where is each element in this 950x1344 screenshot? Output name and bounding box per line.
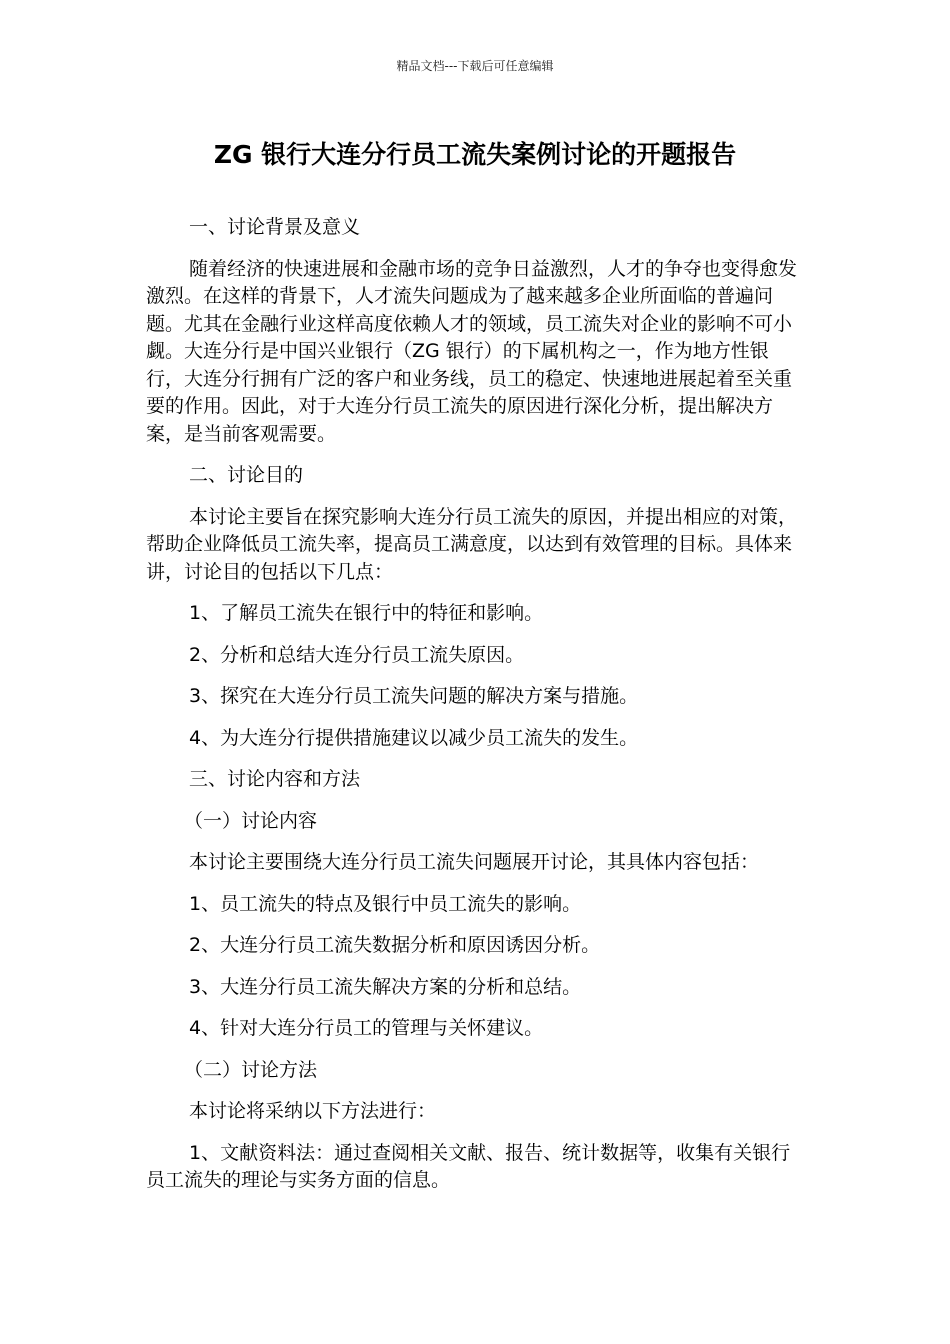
subsection-2-heading: （二）讨论方法 — [184, 1058, 318, 1081]
list-item: 3、大连分行员工流失解决方案的分析和总结。 — [189, 975, 582, 998]
section-3-heading: 三、讨论内容和方法 — [189, 768, 361, 790]
list-item: 1、员工流失的特点及银行中员工流失的影响。 — [189, 892, 582, 915]
section-1-paragraph: 随着经济的快速进展和金融市场的竞争日益激烈，人才的争夺也变得愈发激烈。在这样的背景下，人才流失问题成为了越来越多企业所面临的普遍问题。尤其在金融行业这样高度依赖人才的领域，员工流失对企业的影响不可小觑。大连分行是中国兴业银行（ZG 银行）的下属机构之一，作为地方性银行，大连分行拥有广泛的客户和业务线，员工的稳定、快速地进展起着至关重要的作用。因此，对于大连分行员工流失的原因进行深化分析，提出解决方案，是当前客观需要。 — [146, 257, 798, 445]
list-item: 3、探究在大连分行员工流失问题的解决方案与措施。 — [189, 685, 639, 707]
list-item: 2、分析和总结大连分行员工流失原因。 — [189, 643, 525, 666]
list-item: 2、大连分行员工流失数据分析和原因诱因分析。 — [189, 934, 601, 956]
section-2-paragraph: 本讨论主要旨在探究影响大连分行员工流失的原因，并提出相应的对策，帮助企业降低员工流失率，提高员工满意度，以达到有效管理的目标。具体来讲，讨论目的包括以下几点： — [146, 505, 798, 583]
document-title: ZG 银行大连分行员工流失案例讨论的开题报告 — [213, 140, 737, 169]
subsection-1-heading: （一）讨论内容 — [184, 809, 318, 832]
list-item: 4、针对大连分行员工的管理与关怀建议。 — [189, 1017, 544, 1039]
list-item: 1、了解员工流失在银行中的特征和影响。 — [189, 602, 544, 624]
section-1-heading: 一、讨论背景及意义 — [189, 216, 361, 238]
list-item: 4、为大连分行提供措施建议以减少员工流失的发生。 — [189, 726, 639, 749]
header-note: 精品文档---下载后可任意编辑 — [396, 59, 554, 73]
document-body — [146, 214, 806, 1195]
subsection-1-paragraph: 本讨论主要围绕大连分行员工流失问题展开讨论，其具体内容包括： — [189, 851, 760, 873]
section-2-heading: 二、讨论目的 — [189, 464, 304, 486]
list-item: 1、文献资料法：通过查阅相关文献、报告、统计数据等，收集有关银行员工流失的理论与实务方面的信息。 — [146, 1141, 791, 1191]
subsection-2-paragraph: 本讨论将采纳以下方法进行： — [189, 1100, 437, 1122]
